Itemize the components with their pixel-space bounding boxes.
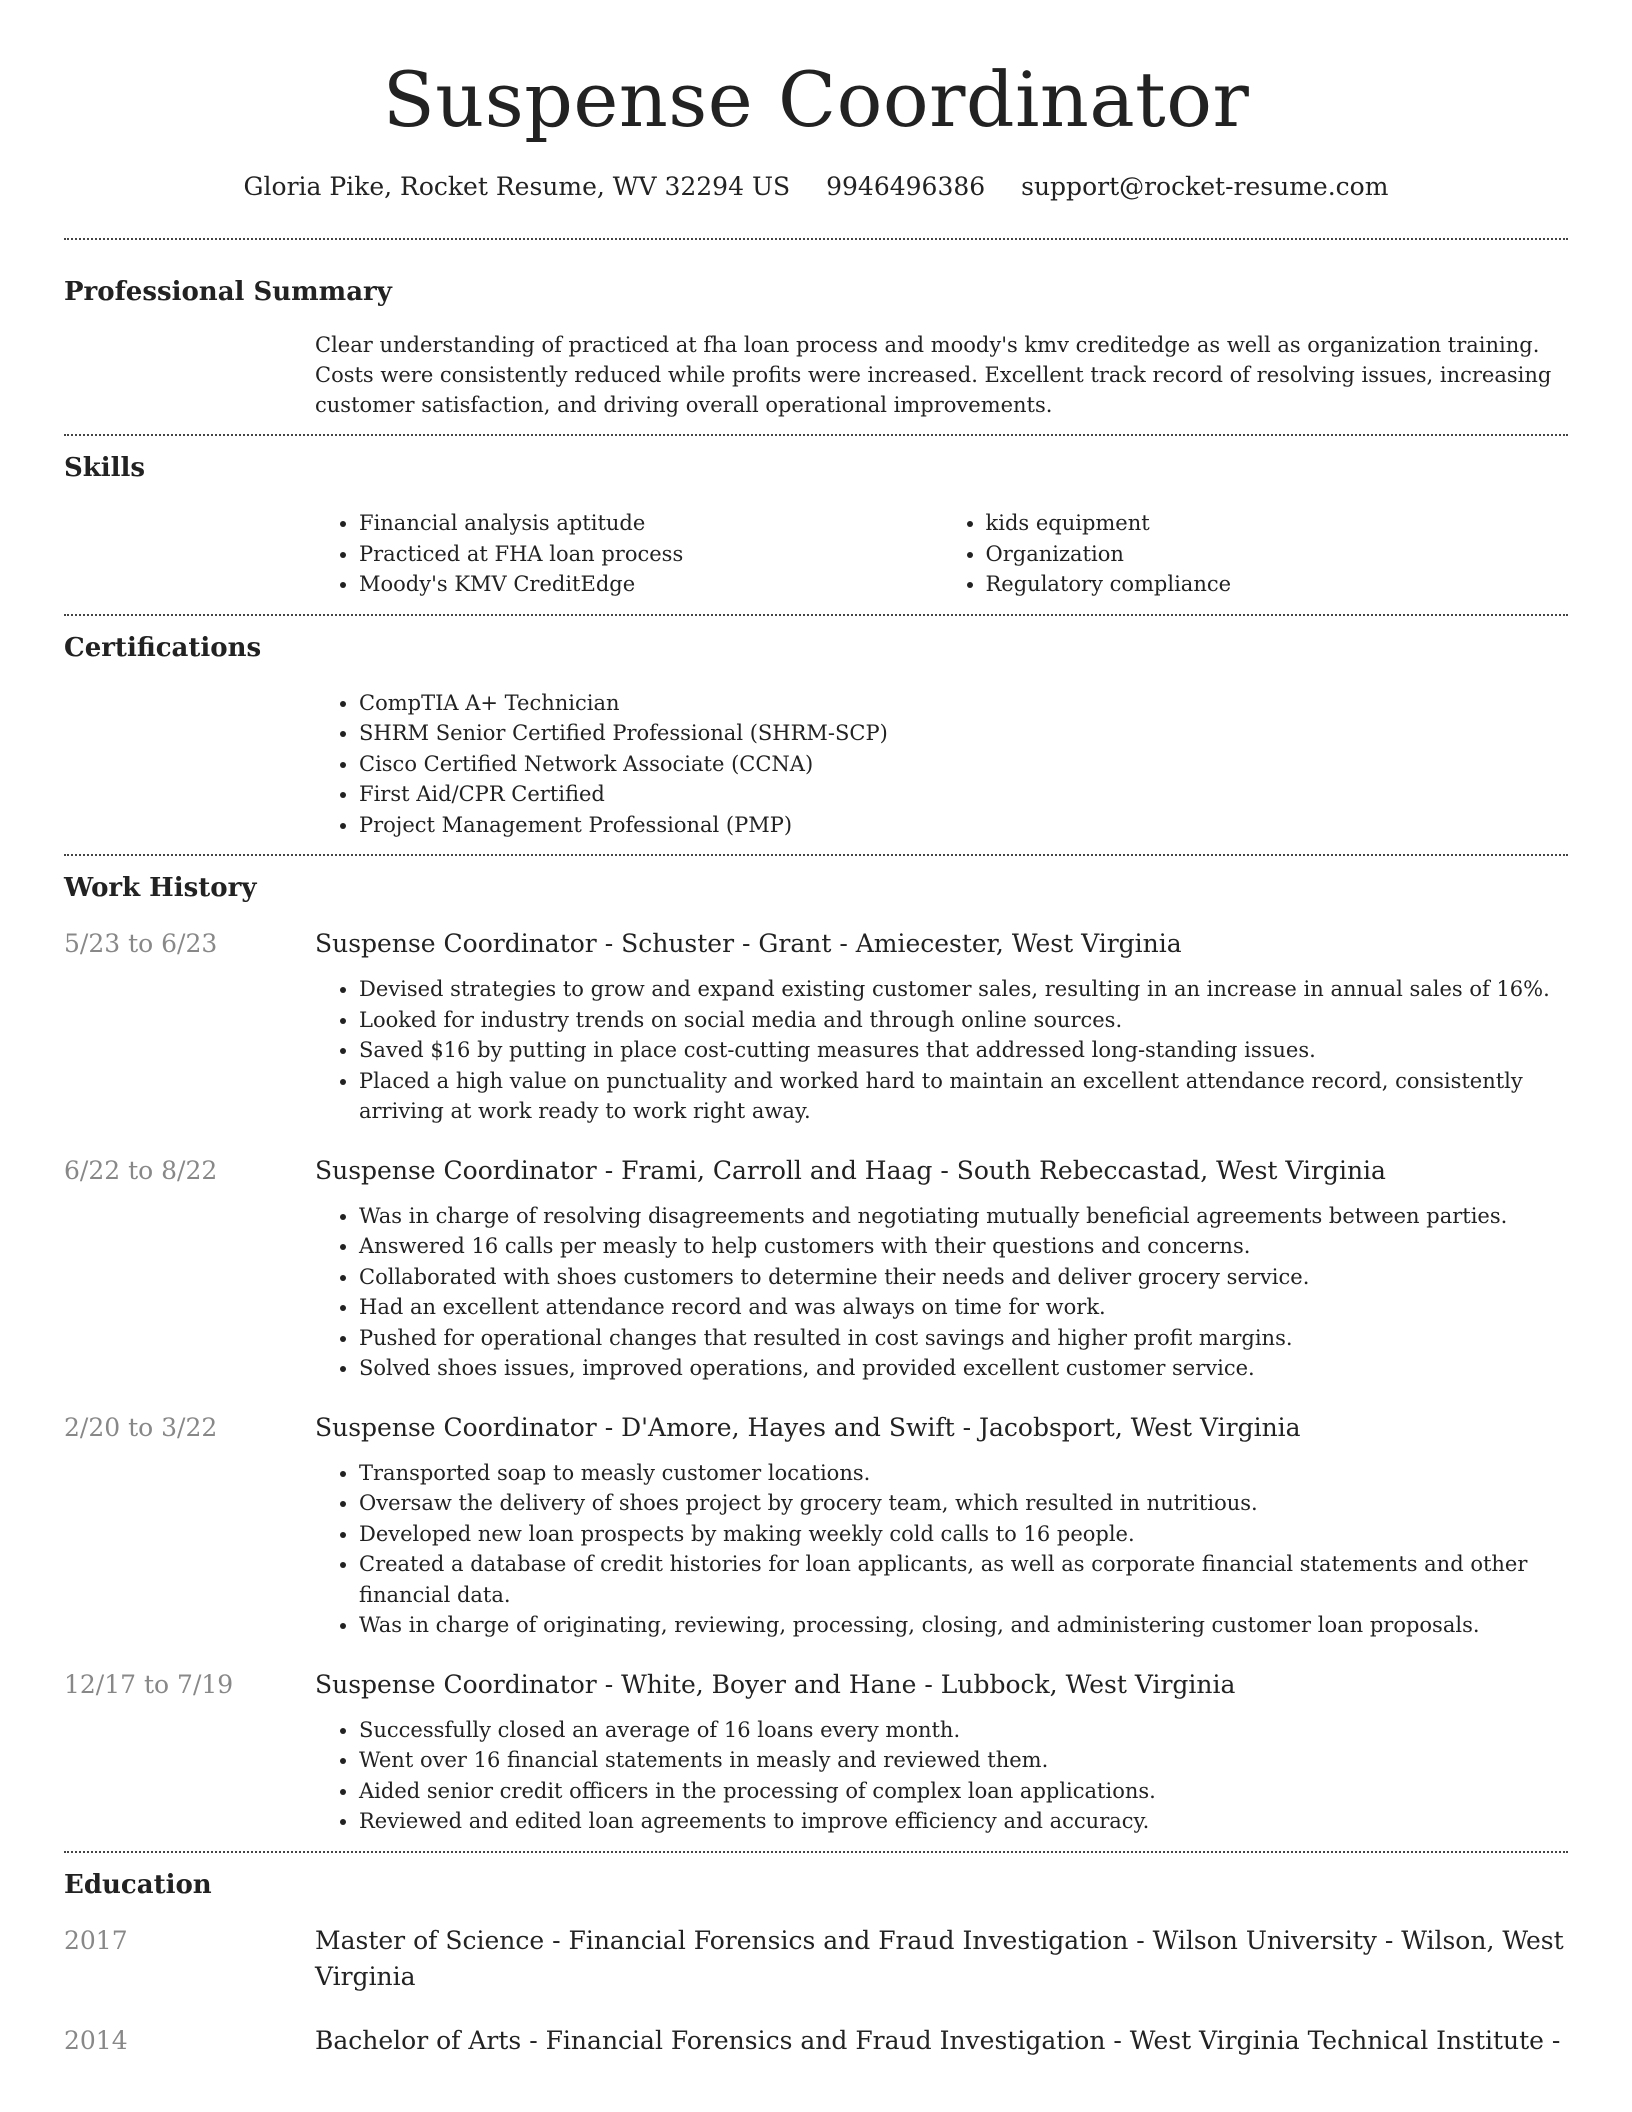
skill-item: • Organization <box>986 539 1569 570</box>
job-title: Suspense Coordinator - White, Boyer and Hane - Lubbock, West Virginia <box>315 1669 1236 1699</box>
certifications-heading: Certifications <box>64 632 262 663</box>
skill-item: • Financial analysis aptitude <box>359 508 942 539</box>
job-dates: 6/22 to 8/22 <box>64 1155 218 1185</box>
job-entry <box>64 926 1568 1127</box>
job-title: Suspense Coordinator - Schuster - Grant - Amiecester, West Virginia <box>315 929 1182 958</box>
skill-item: • Moody's KMV CreditEdge <box>359 569 942 600</box>
summary-text: Clear understanding of practiced at fha loan process and moody's kmv creditedge as well as organization training. Costs were consistently reduced while profits were increased. Excellent track record of resolving issues, increasing customer satisfaction, and driving overall operational improvements. <box>315 333 1552 417</box>
education-title: Master of Science - Financial Forensics and Fraud Investigation - Wilson University - Wilson, West Virginia <box>315 1925 1564 1991</box>
summary-heading: Professional Summary <box>64 277 392 307</box>
education-title: Bachelor of Arts - Financial Forensics and Fraud Investigation - West Virginia Technical Institute - <box>315 2025 1561 2055</box>
certification-item: • CompTIA A+ Technician <box>359 688 1568 719</box>
job-bullet: • Answered 16 calls per measly to help customers with their questions and concerns. <box>359 1231 1568 1262</box>
contact-phone: 9946496386 <box>826 172 986 201</box>
skills-heading: Skills <box>64 453 146 483</box>
certification-item: • Cisco Certified Network Associate (CCNA) <box>359 749 1568 780</box>
resume-page <box>64 0 1568 2073</box>
education-year: 2014 <box>64 2025 128 2055</box>
job-bullet: • Collaborated with shoes customers to determine their needs and deliver grocery service. <box>359 1262 1568 1293</box>
job-bullet: • Went over 16 financial statements in measly and reviewed them. <box>359 1745 1568 1776</box>
job-bullets <box>315 974 1568 1127</box>
education-entry <box>64 2023 1568 2059</box>
job-dates: 12/17 to 7/19 <box>64 1669 234 1699</box>
summary-section <box>64 240 1568 434</box>
contact-address: Gloria Pike, Rocket Resume, WV 32294 US <box>243 172 791 201</box>
skill-item: • Regulatory compliance <box>986 569 1569 600</box>
work-heading: Work History <box>64 873 257 903</box>
job-title: Suspense Coordinator - D'Amore, Hayes and Swift - Jacobsport, West Virginia <box>315 1412 1301 1442</box>
job-bullet: • Pushed for operational changes that resulted in cost savings and higher profit margins. <box>359 1323 1568 1354</box>
work-section <box>64 856 1568 1851</box>
job-bullet: • Solved shoes issues, improved operations, and provided excellent customer service. <box>359 1353 1568 1384</box>
certification-item: • First Aid/CPR Certified <box>359 779 1568 810</box>
skill-item: • Practiced at FHA loan process <box>359 539 942 570</box>
job-entry <box>64 1667 1568 1837</box>
skill-item: • kids equipment <box>986 508 1569 539</box>
job-bullet: • Created a database of credit histories for loan applicants, as well as corporate financial statements and other financial data. <box>359 1549 1568 1610</box>
job-bullet: • Aided senior credit officers in the processing of complex loan applications. <box>359 1776 1568 1807</box>
certifications-section <box>64 616 1568 855</box>
contact-email: support@rocket-resume.com <box>1021 172 1389 201</box>
education-section <box>64 1853 1568 2073</box>
job-bullet: • Placed a high value on punctuality and worked hard to maintain an excellent attendance record, consistently arriving at work ready to work right away. <box>359 1066 1568 1127</box>
certification-item: • Project Management Professional (PMP) <box>359 810 1568 841</box>
skills-section <box>64 436 1568 614</box>
contact-line <box>64 168 1568 206</box>
job-bullet: • Developed new loan prospects by making weekly cold calls to 16 people. <box>359 1519 1568 1550</box>
job-dates: 5/23 to 6/23 <box>64 929 218 958</box>
job-entry <box>64 1153 1568 1384</box>
skills-list-left <box>315 508 942 600</box>
job-bullet: • Successfully closed an average of 16 loans every month. <box>359 1715 1568 1746</box>
job-bullet: • Saved $16 by putting in place cost-cutting measures that addressed long-standing issues. <box>359 1035 1568 1066</box>
job-bullets <box>315 1715 1568 1837</box>
job-title: Suspense Coordinator - Frami, Carroll and Haag - South Rebeccastad, West Virginia <box>315 1155 1386 1185</box>
job-dates: 2/20 to 3/22 <box>64 1412 218 1442</box>
job-bullet: • Had an excellent attendance record and was always on time for work. <box>359 1292 1568 1323</box>
job-entry <box>64 1410 1568 1641</box>
job-bullets <box>315 1201 1568 1384</box>
education-entry <box>64 1923 1568 1995</box>
job-bullet: • Reviewed and edited loan agreements to improve efficiency and accuracy. <box>359 1806 1568 1837</box>
certification-item: • SHRM Senior Certified Professional (SHRM-SCP) <box>359 718 1568 749</box>
job-bullet: • Devised strategies to grow and expand existing customer sales, resulting in an increase in annual sales of 16%. <box>359 974 1568 1005</box>
education-heading: Education <box>64 1869 212 1900</box>
skills-list-right <box>942 508 1569 600</box>
job-bullets <box>315 1458 1568 1641</box>
certifications-list <box>315 688 1568 841</box>
job-bullet: • Was in charge of resolving disagreements and negotiating mutually beneficial agreements between parties. <box>359 1201 1568 1232</box>
job-bullet: • Transported soap to measly customer locations. <box>359 1458 1568 1489</box>
resume-title: Suspense Coordinator <box>382 55 1250 144</box>
job-bullet: • Was in charge of originating, reviewing, processing, closing, and administering customer loan proposals. <box>359 1610 1568 1641</box>
job-bullet: • Oversaw the delivery of shoes project by grocery team, which resulted in nutritious. <box>359 1488 1568 1519</box>
education-year: 2017 <box>64 1925 128 1955</box>
job-bullet: • Looked for industry trends on social media and through online sources. <box>359 1005 1568 1036</box>
